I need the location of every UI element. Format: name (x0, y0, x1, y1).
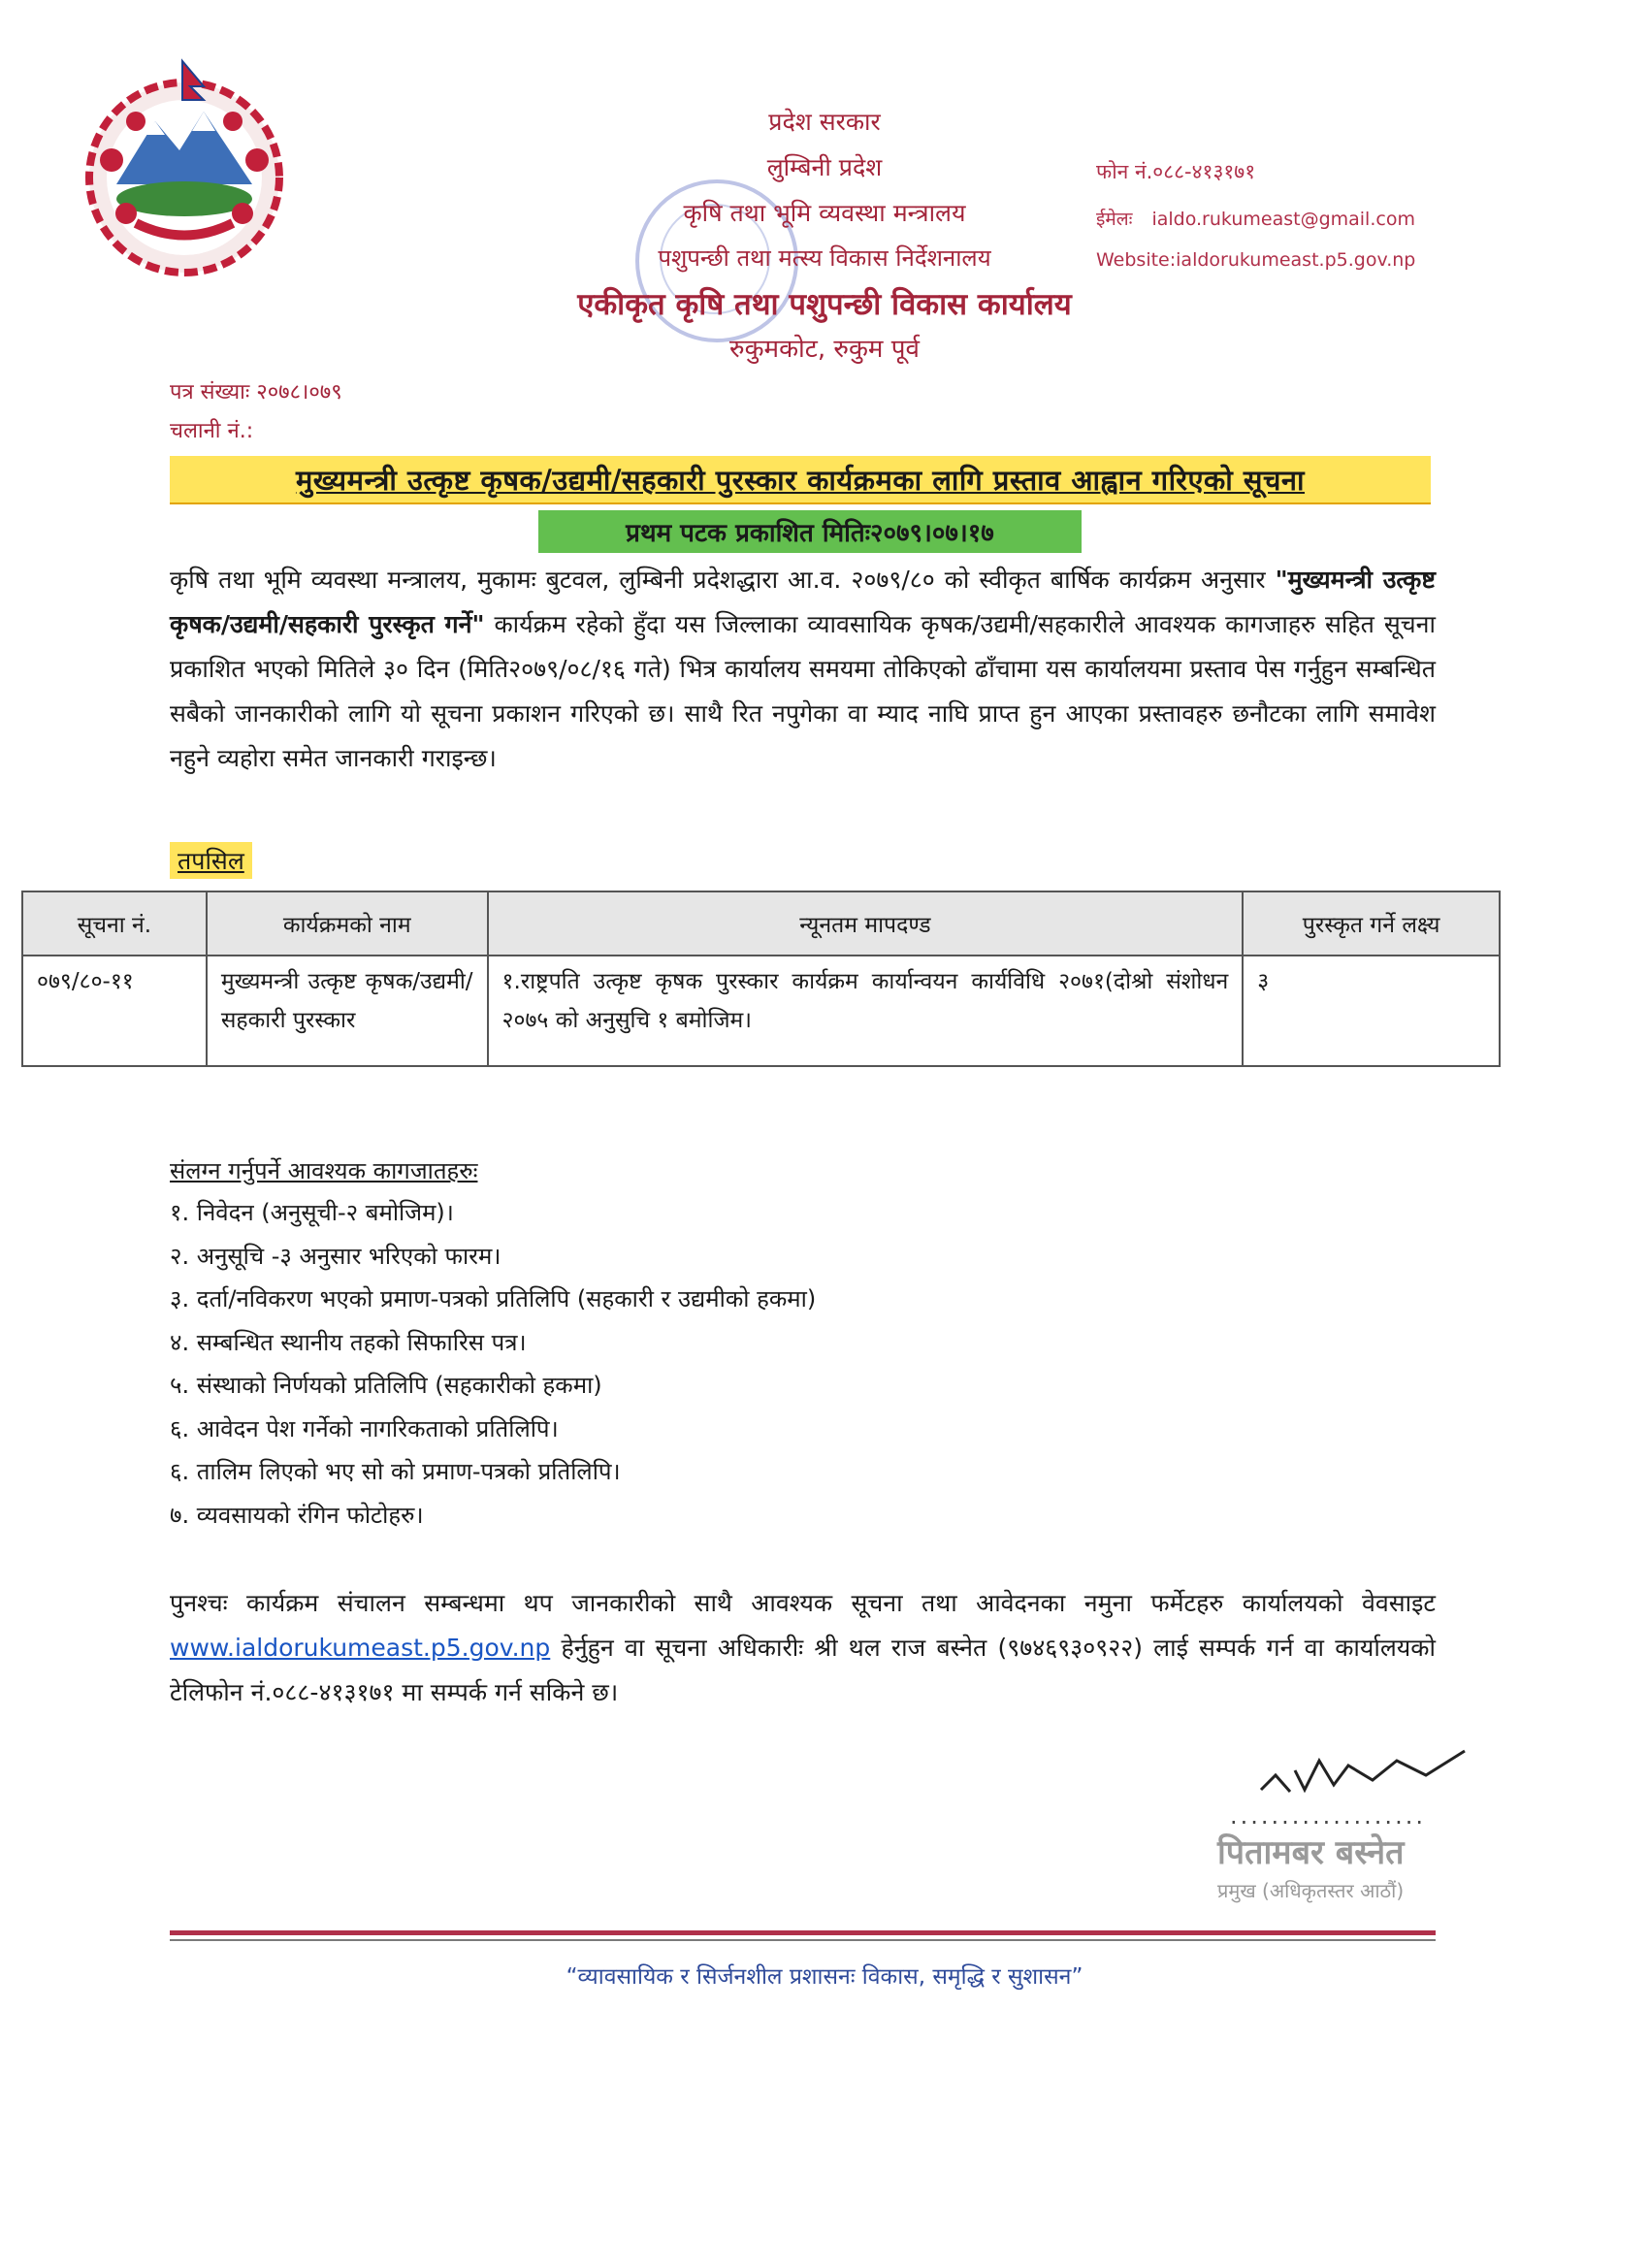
header-location: रुकुमकोट, रुकुम पूर्व (729, 335, 920, 364)
footer-rule-thin (170, 1939, 1436, 1941)
list-item: ६. तालिम लिएको भए सो को प्रमाण-पत्रको प्रतिलिपि। (170, 1458, 621, 1485)
signature-line: ................... (1230, 1802, 1426, 1830)
postscript-text-1: कार्यक्रम संचालन सम्बन्धमा थप जानकारीको साथै आवश्यक सूचना तथा आवेदनका नमुना फर्मेटहरु कार्यालयको वेवसाइट (227, 1589, 1436, 1617)
required-documents-heading: संलग्न गर्नुपर्ने आवश्यक कागजातहरुः (170, 1157, 478, 1184)
col-header-notice-number: सूचना नं. (22, 891, 207, 956)
required-documents-list (170, 1191, 816, 1537)
notice-body-part-1: कृषि तथा भूमि व्यवस्था मन्त्रालय, मुकामः बुटवल, लुम्बिनी प्रदेशद्धारा आ.व. २०७९/८० को स्वीकृत बार्षिक कार्यक्रम अनुसार (170, 566, 1276, 594)
handwritten-signature (1251, 1732, 1474, 1809)
cell-notice-number: ०७९/८०-११ (22, 956, 207, 1066)
details-label: तपसिल (170, 842, 252, 879)
letter-number: पत्र संख्याः २०७८।०७९ (170, 380, 342, 405)
header-line-1: प्रदेश सरकार (768, 108, 881, 136)
footer-rule (170, 1930, 1436, 1935)
postscript-label: पुनश्चः (170, 1589, 228, 1617)
signatory-post: प्रमुख (अधिकृतस्तर आठौं) (1217, 1879, 1405, 1902)
cell-criteria: १.राष्ट्रपति उत्कृष्ट कृषक पुरस्कार कार्यक्रम कार्यान्वयन कार्यविधि २०७१(दोश्रो संशोधन २०७५ को अनुसुचि १ बमोजिम। (488, 956, 1244, 1066)
list-item: २. अनुसूचि -३ अनुसार भरिएको फारम। (170, 1242, 501, 1270)
list-item: ४. सम्बन्धित स्थानीय तहको सिफारिस पत्र। (170, 1328, 527, 1356)
signatory-name: पितामबर बस्नेत (1217, 1833, 1405, 1872)
col-header-minimum-criteria: न्यूनतम मापदण्ड (488, 891, 1244, 956)
contact-phone: फोन नं.०८८-४१३१७१ (1096, 160, 1256, 183)
col-header-award-target: पुरस्कृत गर्ने लक्ष्य (1243, 891, 1500, 956)
list-item: १. निवेदन (अनुसूची-२ बमोजिम)। (170, 1199, 454, 1226)
header-line-3: कृषि तथा भूमि व्यवस्था मन्त्रालय (683, 199, 966, 227)
contact-website[interactable]: Website:ialdorukumeast.p5.gov.np (1096, 249, 1416, 271)
notice-body-part-2: कार्यक्रम रहेको हुँदा यस जिल्लाका व्यावसायिक कृषक/उद्यमी/सहकारीले आवश्यक कागजाहरु सहित सूचना प्रकाशित भएको मितिले ३० दिन (मिति२०७९/०८/१६ गते) भित्र कार्यालय समयमा तोकिएको ढाँचामा यस कार्यालयमा प्रस्ताव पेस गर्नुहुन सम्बन्धित सबैको जानकारीको लागि यो सूचना प्रकाशन गरिएको छ। साथै रित नपुगेका वा म्याद नाघि प्राप्त हुन आएका प्रस्तावहरु छनौटका लागि समावेश नहुने व्यहोरा समेत जानकारी गराइन्छ। (170, 610, 1436, 772)
cell-target: ३ (1243, 956, 1500, 1066)
postscript-text-2: हेर्नुहुन वा सूचना अधिकारीः श्री थल राज बस्नेत (९७४६९३०९२२) लाई सम्पर्क गर्न वा कार्यालयको टेलिफोन नं.०८८-४१३१७१ मा सम्पर्क गर्न सकिने छ। (170, 1634, 1436, 1706)
header-office-name: एकीकृत कृषि तथा पशुपन्छी विकास कार्यालय (577, 287, 1072, 322)
office-motto: “व्यावसायिक र सिर्जनशील प्रशासनः विकास, समृद्धि र सुशासन” (566, 1964, 1083, 1990)
header-line-4: पशुपन्छी तथा मत्स्य विकास निर्देशनालय (658, 244, 991, 272)
contact-email-row (1096, 206, 1639, 231)
table-header-row (22, 891, 1500, 956)
list-item: ६. आवेदन पेश गर्नेको नागरिकताको प्रतिलिपि। (170, 1414, 559, 1442)
cell-program-name: मुख्यमन्त्री उत्कृष्ट कृषक/उद्यमी/सहकारी पुरस्कार (207, 956, 488, 1066)
program-table (21, 891, 1501, 1067)
program-name-bold: "मुख्यमन्त्री उत्कृष्ट कृषक/उद्यमी/सहकारी पुरस्कृत गर्ने" (170, 566, 1436, 638)
dispatch-number: चलानी नं.: (170, 419, 254, 443)
contact-email-label: ईमेलः (1096, 209, 1133, 230)
list-item: ३. दर्ता/नविकरण भएको प्रमाण-पत्रको प्रतिलिपि (सहकारी र उद्यमीको हकमा) (170, 1285, 817, 1312)
notice-title: मुख्यमन्त्री उत्कृष्ट कृषक/उद्यमी/सहकारी पुरस्कार कार्यक्रमका लागि प्रस्ताव आह्वान गरिएको सूचना (170, 456, 1431, 504)
contact-email[interactable]: ialdo.rukumeast@gmail.com (1151, 209, 1415, 230)
list-item: ५. संस्थाको निर्णयको प्रतिलिपि (सहकारीको हकमा) (170, 1372, 602, 1399)
header-line-2: लुम्बिनी प्रदेश (766, 153, 883, 181)
publish-date: प्रथम पटक प्रकाशित मितिः२०७९।०७।१७ (538, 510, 1082, 553)
notice-body (170, 558, 1436, 781)
table-row (22, 956, 1500, 1066)
postscript (170, 1581, 1436, 1715)
col-header-program-name: कार्यक्रमको नाम (207, 891, 488, 956)
list-item: ७. व्यवसायको रंगिन फोटोहरु। (170, 1501, 424, 1529)
website-link[interactable]: www.ialdorukumeast.p5.gov.np (170, 1634, 551, 1662)
